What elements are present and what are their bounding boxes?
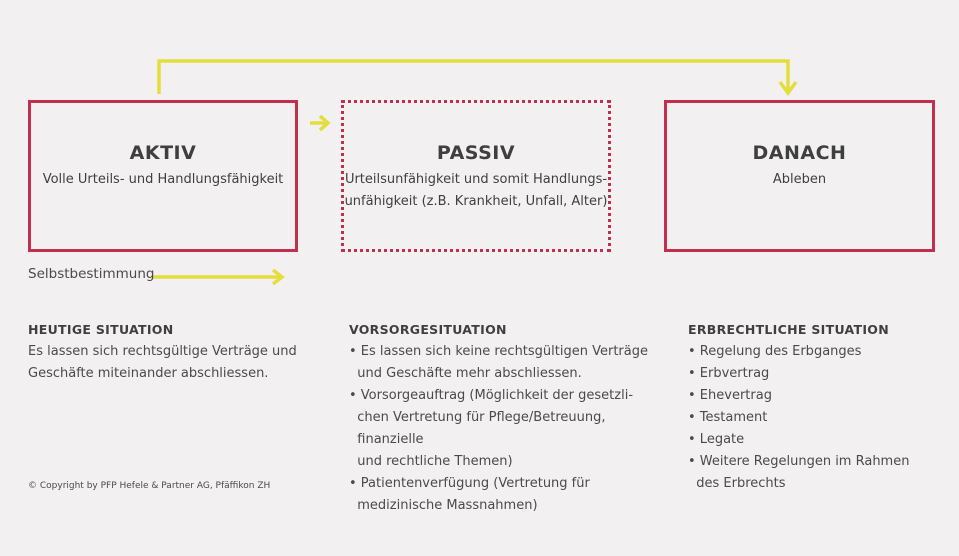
vorsorge-list-item: • Patientenverfügung (Vertretung für [349, 476, 590, 491]
aktiv-description-line: Volle Urteils- und Handlungsfähigkeit [42, 172, 284, 187]
vorsorge-list-item: chen Vertretung für Pflege/Betreuung, [349, 410, 606, 425]
selbstbestimmung-label: Selbstbestimmung [28, 266, 155, 282]
erbrecht-list-item: • Regelung des Erbganges [688, 344, 862, 359]
heutige-situation-text [28, 341, 328, 385]
vorsorge-list-item: medizinische Massnahmen) [349, 498, 538, 513]
heutige-situation-line: Es lassen sich rechtsgültige Verträge und [28, 344, 297, 359]
aktiv-title: AKTIV [129, 142, 197, 164]
passiv-description-line: Urteilsunfähigkeit und somit Handlungs- [344, 172, 608, 187]
erbrecht-list [688, 341, 948, 495]
danach-description-line: Ableben [772, 172, 827, 187]
vorsorgesituation-section [349, 322, 649, 517]
erbrecht-list-item: des Erbrechts [688, 476, 786, 491]
erbrecht-list-item: • Ehevertrag [688, 388, 772, 403]
passiv-description-line: unfähigkeit (z.B. Krankheit, Unfall, Alter) [344, 194, 608, 209]
vorsorge-list-item: • Vorsorgeauftrag (Möglichkeit der gesetzli- [349, 388, 634, 403]
copyright-text: © Copyright by PFP Hefele & Partner AG, Pfäffikon ZH [28, 481, 271, 491]
erbrecht-list-item: • Testament [688, 410, 768, 425]
vorsorge-list-item: und Geschäfte mehr abschliessen. [349, 366, 582, 381]
heutige-situation-section [28, 322, 328, 385]
aktiv-to-danach-connector [159, 61, 788, 94]
erbrecht-list-item: • Legate [688, 432, 745, 447]
erbrecht-list-item: • Erbvertrag [688, 366, 770, 381]
erbrecht-list-item: • Weitere Regelungen im Rahmen [688, 454, 910, 469]
heutige-situation-line: Geschäfte miteinander abschliessen. [28, 366, 269, 381]
heutige-situation-heading: HEUTIGE SITUATION [28, 322, 174, 337]
vorsorge-list-item: • Es lassen sich keine rechtsgültigen Verträge [349, 344, 648, 359]
passiv-title: PASSIV [436, 142, 516, 164]
aktiv-box [28, 100, 298, 252]
erbrechtliche-situation-heading: ERBRECHTLICHE SITUATION [688, 322, 889, 337]
vorsorgesituation-heading: VORSORGESITUATION [349, 322, 507, 337]
passiv-description [344, 169, 608, 213]
danach-title: DANACH [752, 142, 847, 164]
passiv-box [341, 100, 611, 252]
vorsorge-list-item: und rechtliche Themen) [349, 454, 513, 469]
vorsorge-list-item: finanzielle [349, 432, 424, 447]
danach-box [664, 100, 935, 252]
danach-description [667, 169, 932, 191]
aktiv-description [31, 169, 295, 191]
erbrechtliche-situation-section [688, 322, 948, 495]
vorsorge-list [349, 341, 649, 517]
